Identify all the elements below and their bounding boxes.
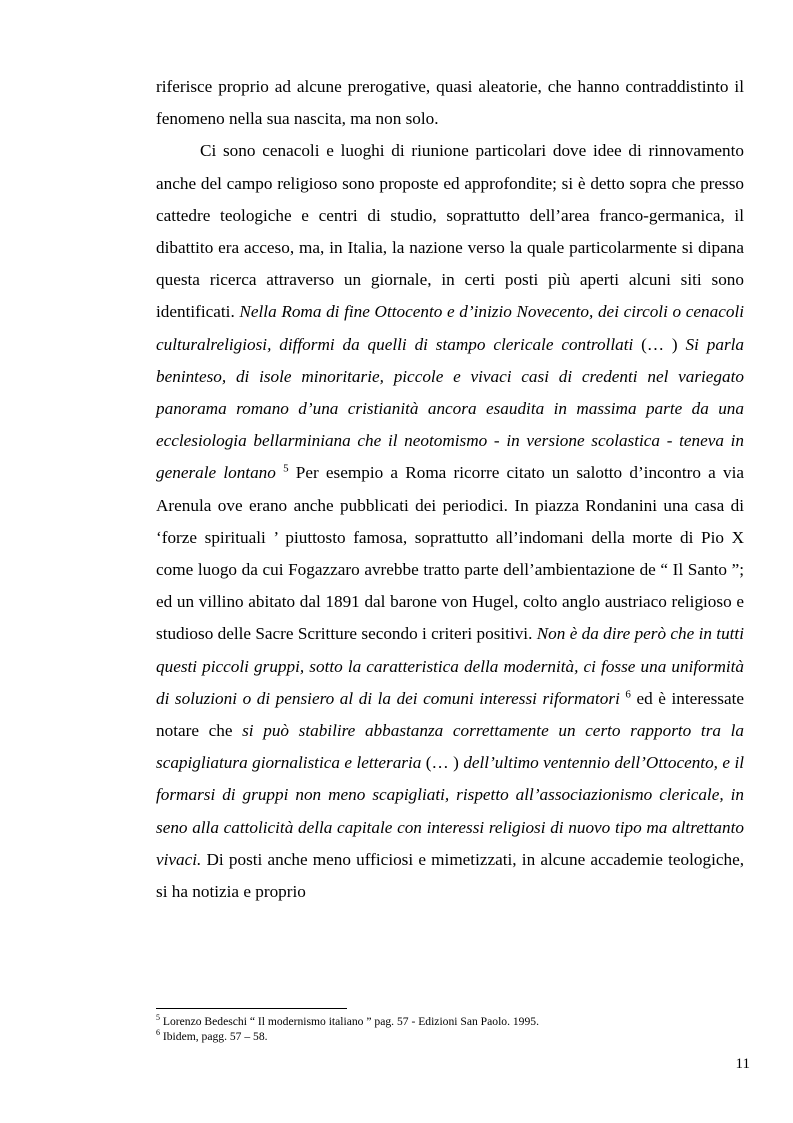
footnote-text: Lorenzo Bedeschi “ Il modernismo italiano ” pag. 57 - Edizioni San Paolo. 1995. (160, 1015, 539, 1028)
page-number: 11 (735, 1056, 750, 1072)
paragraph (156, 71, 744, 135)
quoted-text: Si parla beninteso, di isole minoritarie, piccole e vivaci casi di credenti nel variegato panorama romano d’una cristianità ancora esaudita in massima parte da una ecclesiologia bellarminiana che il neotomismo - in versione scolastica - teneva in generale lontano (156, 334, 744, 483)
text-run: (… ) (633, 334, 686, 354)
footnote-separator (156, 1008, 347, 1009)
footnote-reference: 5 (283, 462, 289, 475)
quoted-text: dell’ultimo ventennio dell’Ottocento, e il formarsi di gruppi non meno scapigliati, rispetto all’associazionismo clericale, in seno alla cattolicità della capitale con interessi religiosi di nuovo tipo ma altrettanto vivaci. (156, 753, 745, 869)
text-run (276, 463, 283, 482)
text-run: Per esempio a Roma ricorre citato un salotto d’incontro a via Arenula ove erano anche pubblicati dei periodici. In piazza Rondanini una casa di ‘forze spirituali ’ piuttosto famosa, soprattutto all’indomani della morte di Pio X come luogo da cui Fogazzaro avrebbe tratto parte dell’ambientazione de “ Il Santo ”; ed un villino abitato dal 1891 dal barone von Hugel, colto anglo austriaco religioso e studioso delle Sacre Scritture secondo i criteri positivi. (156, 463, 745, 644)
footnote-reference: 6 (625, 688, 631, 701)
text-run: (… ) (421, 753, 464, 773)
footnote-text: Ibidem, pagg. 57 – 58. (160, 1030, 268, 1043)
text-run: riferisce proprio ad alcune prerogative, quasi aleatorie, che hanno contraddistinto il fenomeno nella sua nascita, ma non solo. (156, 77, 744, 129)
footnote-mark: 5 (156, 1013, 160, 1023)
text-run: Ci sono cenacoli e luoghi di riunione particolari dove idee di rinnovamento anche del campo religioso sono proposte ed approfondite; si è detto sopra che presso cattedre teologiche e centri di studio, soprattutto dell’area franco-germanica, il dibattito era acceso, ma, in Italia, la nazione verso la quale particolarmente si dipana questa ricerca attraverso un giornale, in certi posti più aperti alcuni siti sono identificati. (156, 141, 744, 322)
text-run: Di posti anche meno ufficiosi e mimetizzati, in alcune accademie teologiche, si ha notizia e proprio (156, 849, 744, 902)
footnote (156, 1029, 744, 1044)
text-run: ed è interessate notare che (156, 688, 745, 741)
quoted-text: Non è da dire però che in tutti questi piccoli gruppi, sotto la caratteristica della modernità, ci fosse una uniformità di soluzioni o di pensiero al di la dei comuni interessi riformatori (156, 624, 744, 708)
quoted-text: si può stabilire abbastanza correttamente un certo rapporto tra la scapigliatura giornalistica e letteraria (156, 721, 744, 773)
footnote-mark: 6 (156, 1028, 160, 1038)
quoted-text: Nella Roma di fine Ottocento e d’inizio Novecento, dei circoli o cenacoli culturalreligiosi, difformi da quelli di stampo clericale controllati (156, 302, 744, 354)
footnotes (156, 1014, 744, 1044)
body-text (156, 71, 744, 908)
paragraph (156, 135, 744, 908)
footnote (156, 1014, 744, 1029)
